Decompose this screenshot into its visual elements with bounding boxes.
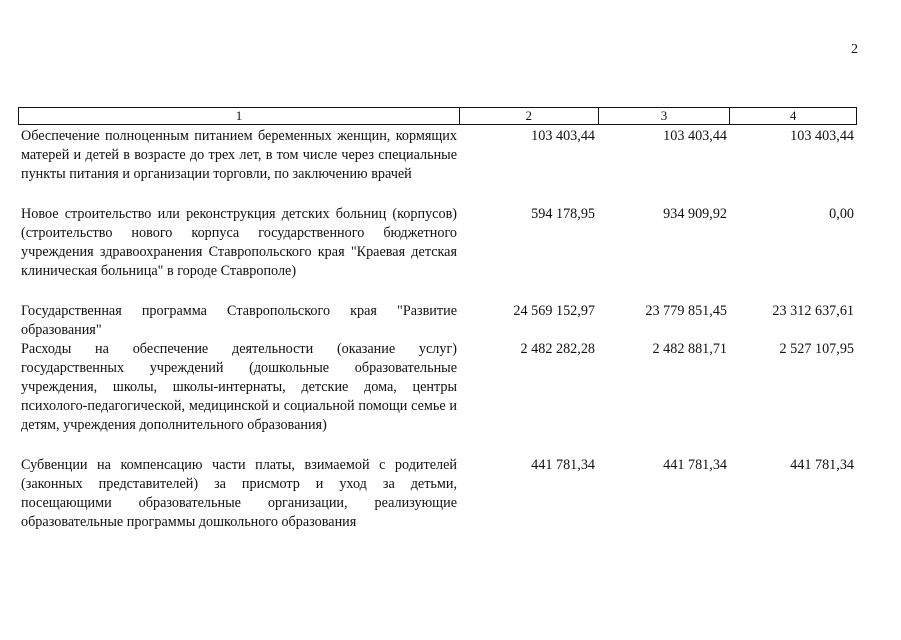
- row-description: Государственная программа Ставропольского края "Развитие образования": [21, 303, 457, 338]
- page-number: 2: [851, 42, 858, 57]
- table-header: [18, 107, 857, 125]
- row-value-col3: 441 781,34: [663, 457, 727, 473]
- table-row: [18, 456, 857, 532]
- row-value-col4: 0,00: [829, 206, 854, 222]
- row-value-col4: 441 781,34: [790, 457, 854, 473]
- column-header-1: 1: [235, 108, 243, 123]
- row-value-col3: 934 909,92: [663, 206, 727, 222]
- row-description: Расходы на обеспечение деятельности (оказание услуг) государственных учреждений (дошкольные образовательные учреждения, школы, школы-интернаты, детские дома, центры психолого-педагогической, медицинской и социальной помощи семье и детям, учреждения дополнительного образования): [21, 341, 457, 433]
- row-value-col2: 594 178,95: [531, 206, 595, 222]
- row-value-col3: 23 779 851,45: [645, 303, 727, 319]
- row-value-col2: 24 569 152,97: [513, 303, 595, 319]
- column-header-3: 3: [598, 108, 730, 124]
- row-description: Субвенции на компенсацию части платы, взимаемой с родителей (законных представителей) за присмотр и уход за детьми, посещающими образовательные организации, реализующие образовательные программы дошкольного образования: [21, 457, 457, 530]
- row-value-col4: 103 403,44: [790, 128, 854, 144]
- table-row: [18, 127, 857, 184]
- row-value-col2: 441 781,34: [531, 457, 595, 473]
- row-value-col4: 23 312 637,61: [772, 303, 854, 319]
- row-value-col3: 103 403,44: [663, 128, 727, 144]
- row-description: Обеспечение полноценным питанием беременных женщин, кормящих матерей и детей в возрасте до трех лет, в том числе через специальные пункты питания и организации торговли, по заключению врачей: [21, 128, 457, 182]
- column-header-2: 2: [459, 108, 598, 124]
- table-row: [18, 340, 857, 435]
- row-value-col2: 2 482 282,28: [520, 341, 595, 357]
- row-value-col2: 103 403,44: [531, 128, 595, 144]
- column-header-4: 4: [729, 108, 856, 124]
- table-row: [18, 302, 857, 340]
- row-value-col4: 2 527 107,95: [779, 341, 854, 357]
- row-value-col3: 2 482 881,71: [652, 341, 727, 357]
- table-row: [18, 205, 857, 281]
- row-description: Новое строительство или реконструкция детских больниц (корпусов) (строительство нового корпуса государственного бюджетного учреждения здравоохранения Ставропольского края "Краевая детская клиническая больница" в городе Ставрополе): [21, 206, 457, 279]
